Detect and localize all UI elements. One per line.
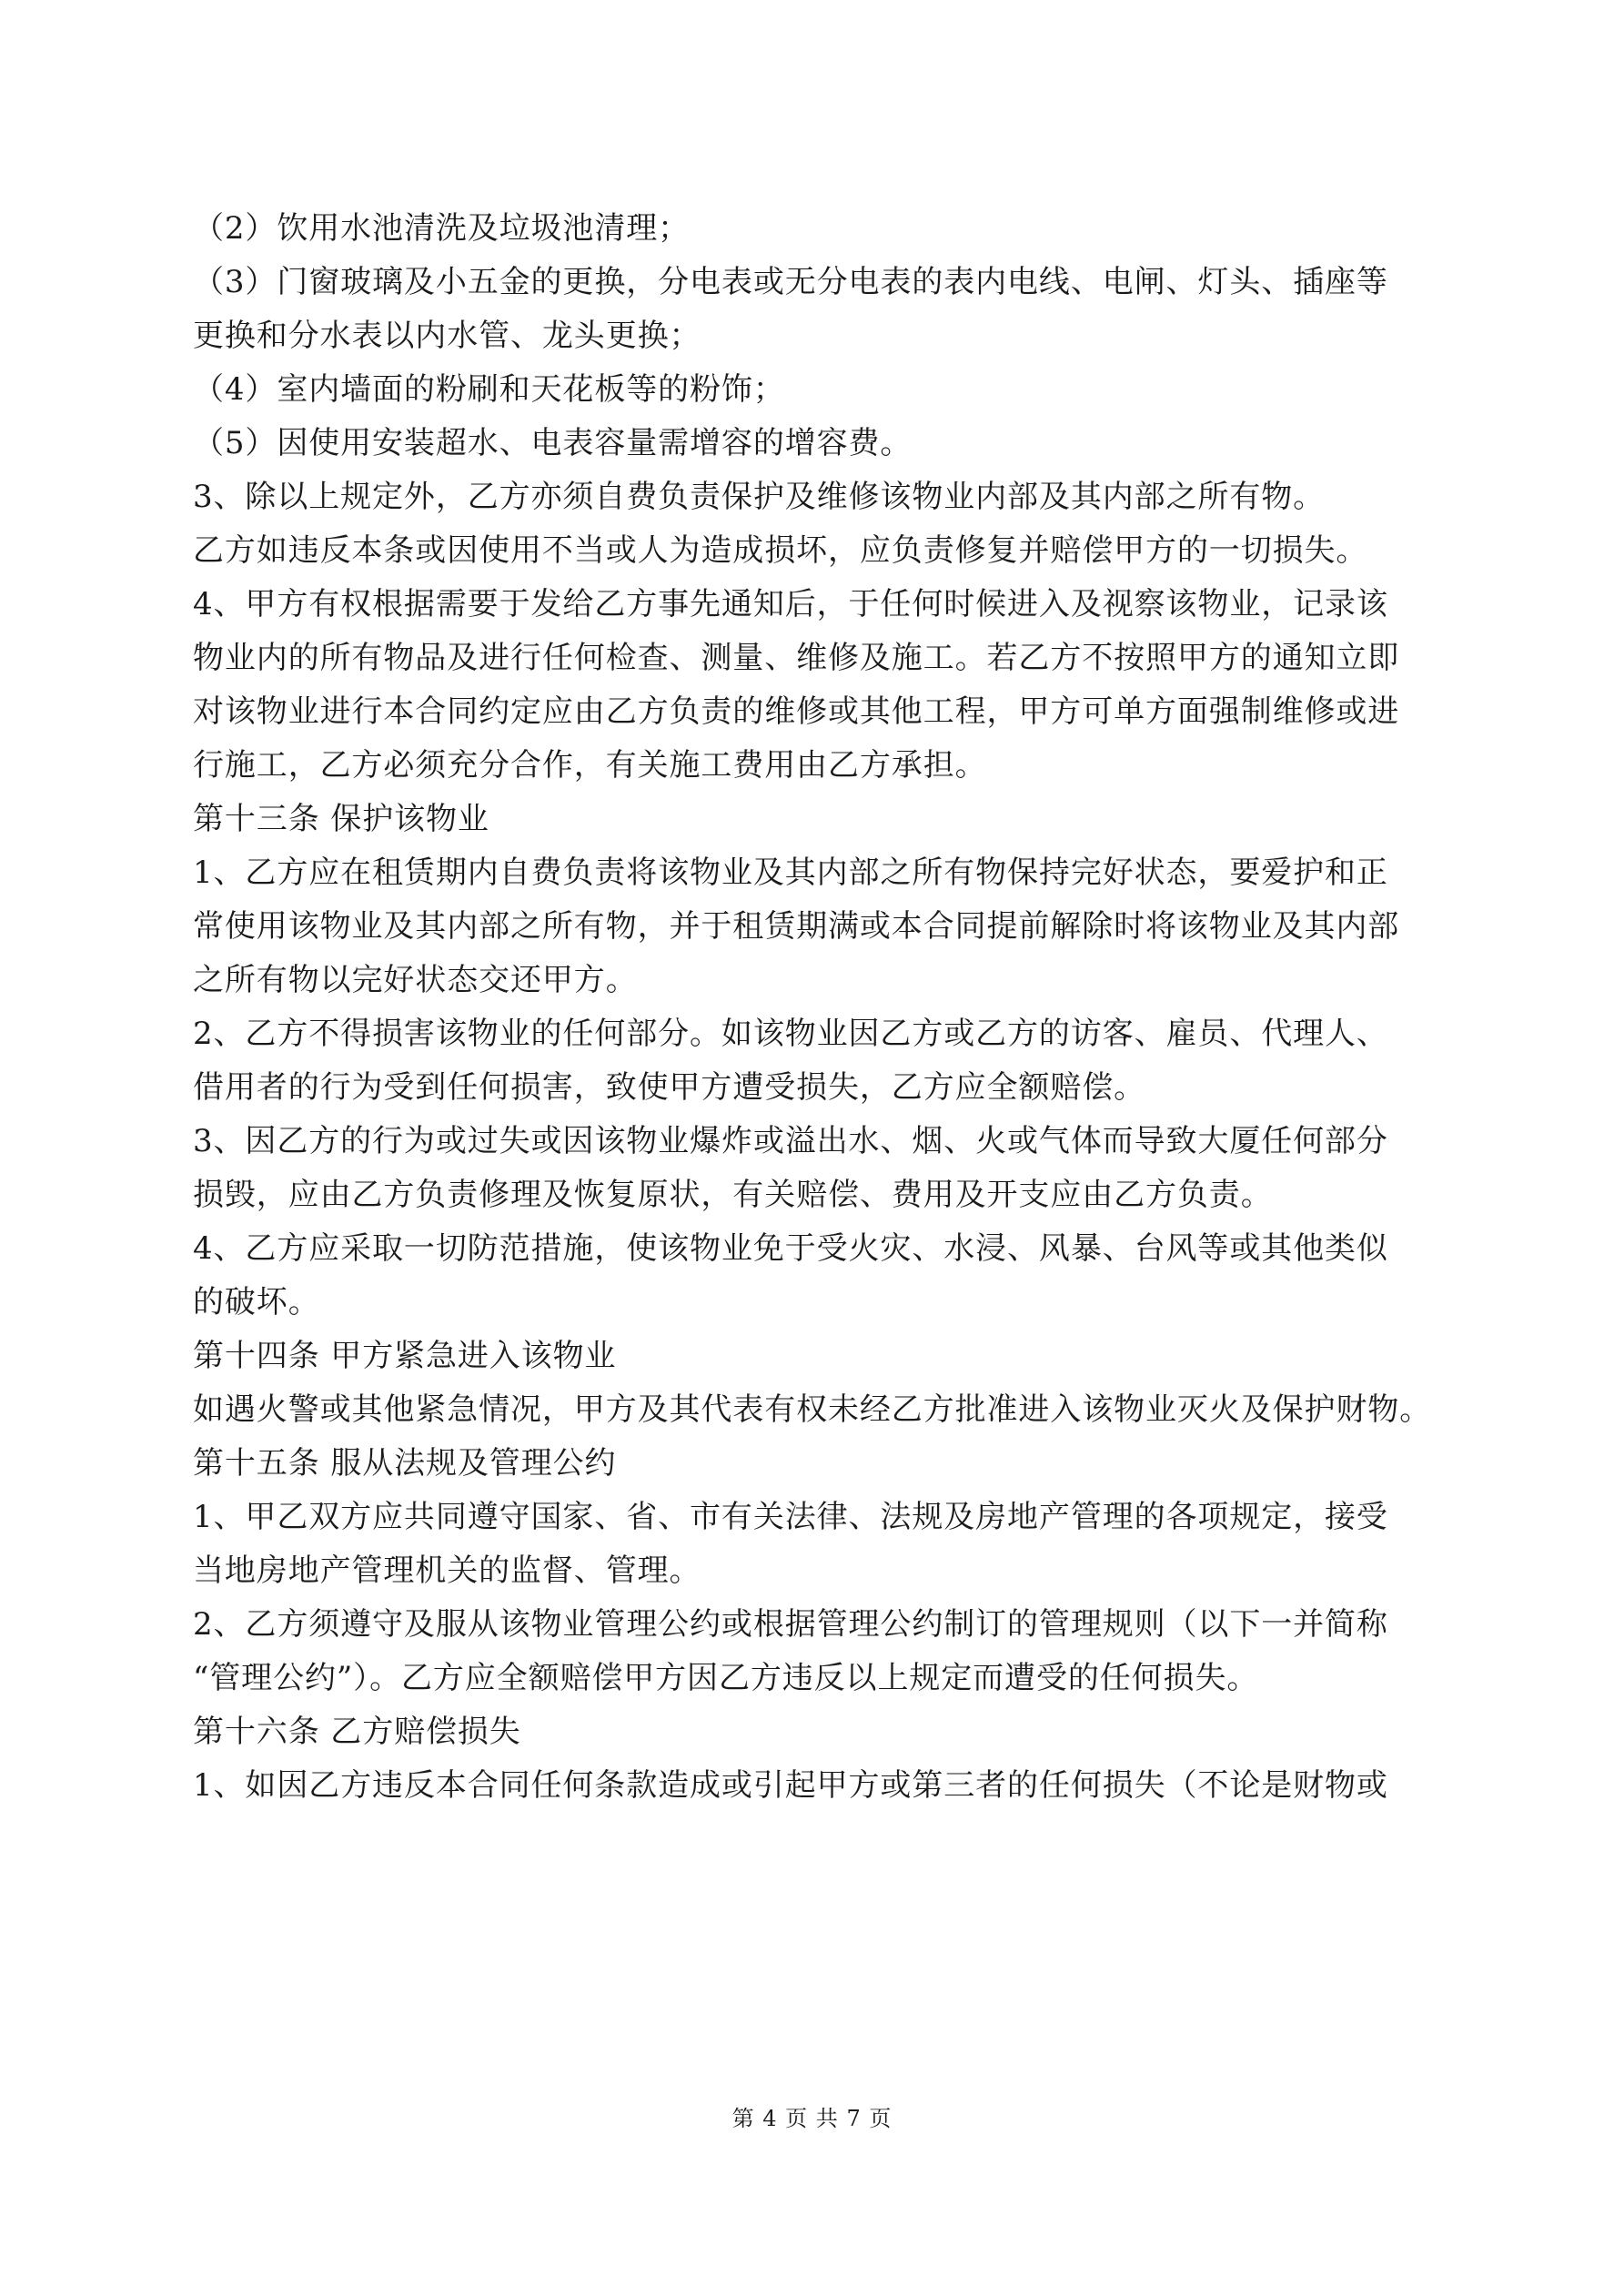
document-body (193, 202, 1448, 1813)
text-line: （3）门窗玻璃及小五金的更换，分电表或无分电表的表内电线、电闸、灯头、插座等 (193, 264, 1388, 300)
text-line: 损毁，应由乙方负责修理及恢复原状，有关赔偿、费用及开支应由乙方负责。 (193, 1177, 1273, 1213)
text-line: 当地房地产管理机关的监督、管理。 (193, 1553, 701, 1589)
section-heading: 第十三条 保护该物业 (193, 801, 489, 837)
text-line: “管理公约”）。乙方应全额赔偿甲方因乙方违反以上规定而遭受的任何损失。 (193, 1660, 1259, 1696)
text-line: 1、甲乙双方应共同遵守国家、省、市有关法律、法规及房地产管理的各项规定，接受 (193, 1499, 1388, 1535)
section-heading: 第十五条 服从法规及管理公约 (193, 1445, 617, 1482)
text-line: 3、除以上规定外，乙方亦须自费负责保护及维修该物业内部及其内部之所有物。 (193, 479, 1326, 515)
text-line: 对该物业进行本合同约定应由乙方负责的维修或其他工程，甲方可单方面强制维修或进 (193, 693, 1400, 730)
text-line: 更换和分水表以内水管、龙头更换； (193, 318, 701, 354)
text-line: （4）室内墙面的粉刷和天花板等的粉饰； (193, 371, 785, 408)
text-line: 4、乙方应采取一切防范措施，使该物业免于受火灾、水浸、风暴、台风等或其他类似 (193, 1230, 1388, 1267)
text-line: 物业内的所有物品及进行任何检查、测量、维修及施工。若乙方不按照甲方的通知立即 (193, 640, 1400, 676)
text-line: 1、如因乙方违反本合同任何条款造成或引起甲方或第三者的任何损失（不论是财物或 (193, 1767, 1388, 1804)
text-line: 的破坏。 (193, 1284, 320, 1320)
text-line: 乙方如违反本条或因使用不当或人为造成损坏，应负责修复并赔偿甲方的一切损失。 (193, 532, 1368, 569)
text-line: 4、甲方有权根据需要于发给乙方事先通知后，于任何时候进入及视察该物业，记录该 (193, 586, 1388, 622)
section-heading: 第十四条 甲方紧急进入该物业 (193, 1338, 617, 1374)
text-line: 行施工，乙方必须充分合作，有关施工费用由乙方承担。 (193, 747, 987, 784)
text-line: 2、乙方须遵守及服从该物业管理公约或根据管理公约制订的管理规则（以下一并简称 (193, 1606, 1388, 1643)
text-line: 借用者的行为受到任何损害，致使甲方遭受损失，乙方应全额赔偿。 (193, 1069, 1145, 1106)
text-line: 之所有物以完好状态交还甲方。 (193, 962, 638, 998)
section-heading: 第十六条 乙方赔偿损失 (193, 1714, 521, 1750)
text-line: 3、因乙方的行为或过失或因该物业爆炸或溢出水、烟、火或气体而导致大厦任何部分 (193, 1123, 1388, 1159)
text-line: （2）饮用水池清洗及垃圾池清理； (193, 210, 691, 247)
text-line: 如遇火警或其他紧急情况，甲方及其代表有权未经乙方批准进入该物业灭火及保护财物。 (193, 1391, 1432, 1428)
text-line: 常使用该物业及其内部之所有物，并于租赁期满或本合同提前解除时将该物业及其内部 (193, 908, 1400, 945)
text-line: （5）因使用安装超水、电表容量需增容的增容费。 (193, 425, 913, 461)
page-number: 第 4 页 共 7 页 (731, 2106, 893, 2131)
text-line: 2、乙方不得损害该物业的任何部分。如该物业因乙方或乙方的访客、雇员、代理人、 (193, 1016, 1388, 1052)
text-line: 1、乙方应在租赁期内自费负责将该物业及其内部之所有物保持完好状态，要爱护和正 (193, 855, 1388, 891)
